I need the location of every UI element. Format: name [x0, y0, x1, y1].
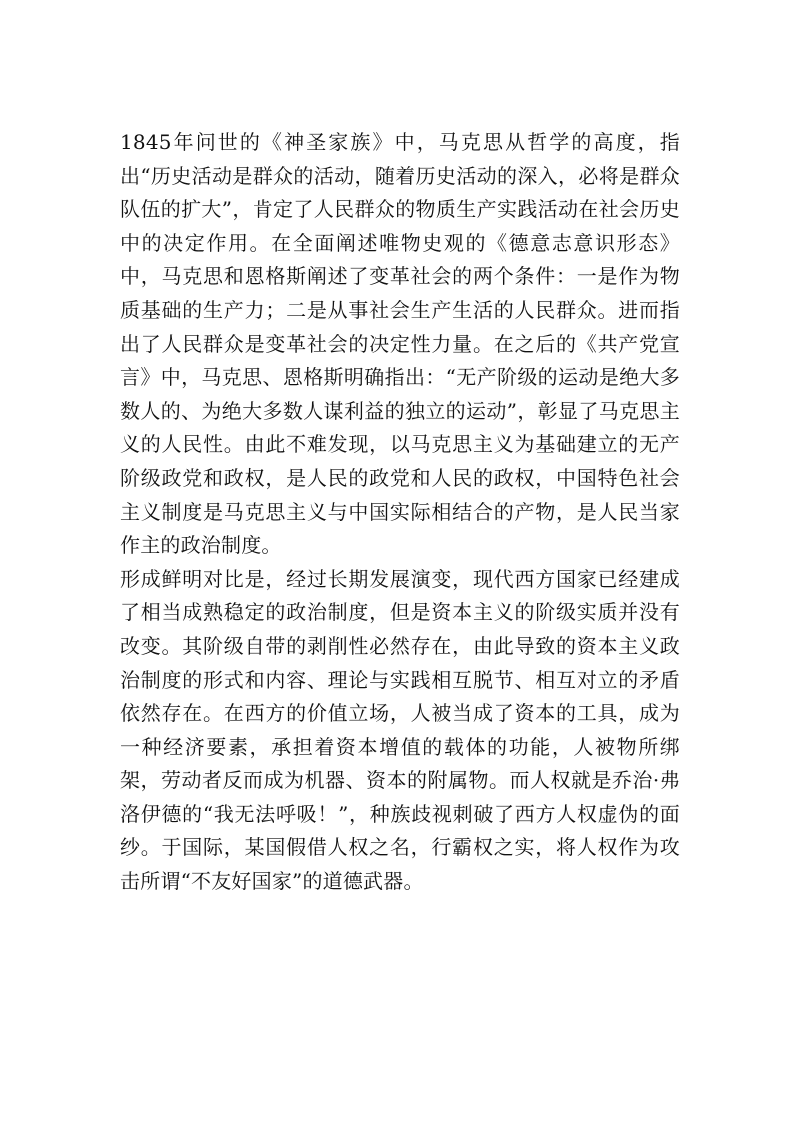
- paragraph-2: 形成鲜明对比是，经过长期发展演变，现代西方国家已经建成了相当成熟稳定的政治制度，但是资本主义的阶级实质并没有改变。其阶级自带的剥削性必然存在，由此导致的资本主义政治制度的形式和内容、理论与实践相互脱节、相互对立的矛盾依然存在。在西方的价值立场，人被当成了资本的工具，成为一种经济要素，承担着资本增值的载体的功能，人被物所绑架，劳动者反而成为机器、资本的附属物。而人权就是乔治·弗洛伊德的“我无法呼吸！”，种族歧视刺破了西方人权虚伪的面纱。于国际，某国假借人权之名，行霸权之实，将人权作为攻击所谓“不友好国家”的道德武器。: [120, 566, 680, 894]
- document-body: [120, 126, 680, 899]
- paragraph-1: 1845年问世的《神圣家族》中，马克思从哲学的高度，指出“历史活动是群众的活动，随着历史活动的深入，必将是群众队伍的扩大”，肯定了人民群众的物质生产实践活动在社会历史中的决定作用。在全面阐述唯物史观的《德意志意识形态》中，马克思和恩格斯阐述了变革社会的两个条件：一是作为物质基础的生产力；二是从事社会生产生活的人民群众。进而指出了人民群众是变革社会的决定性力量。在之后的《共产党宣言》中，马克思、恩格斯明确指出：“无产阶级的运动是绝大多数人的、为绝大多数人谋利益的独立的运动”，彰显了马克思主义的人民性。由此不难发现，以马克思主义为基础建立的无产阶级政党和政权，是人民的政党和人民的政权，中国特色社会主义制度是马克思主义与中国实际相结合的产物，是人民当家作主的政治制度。: [120, 130, 680, 558]
